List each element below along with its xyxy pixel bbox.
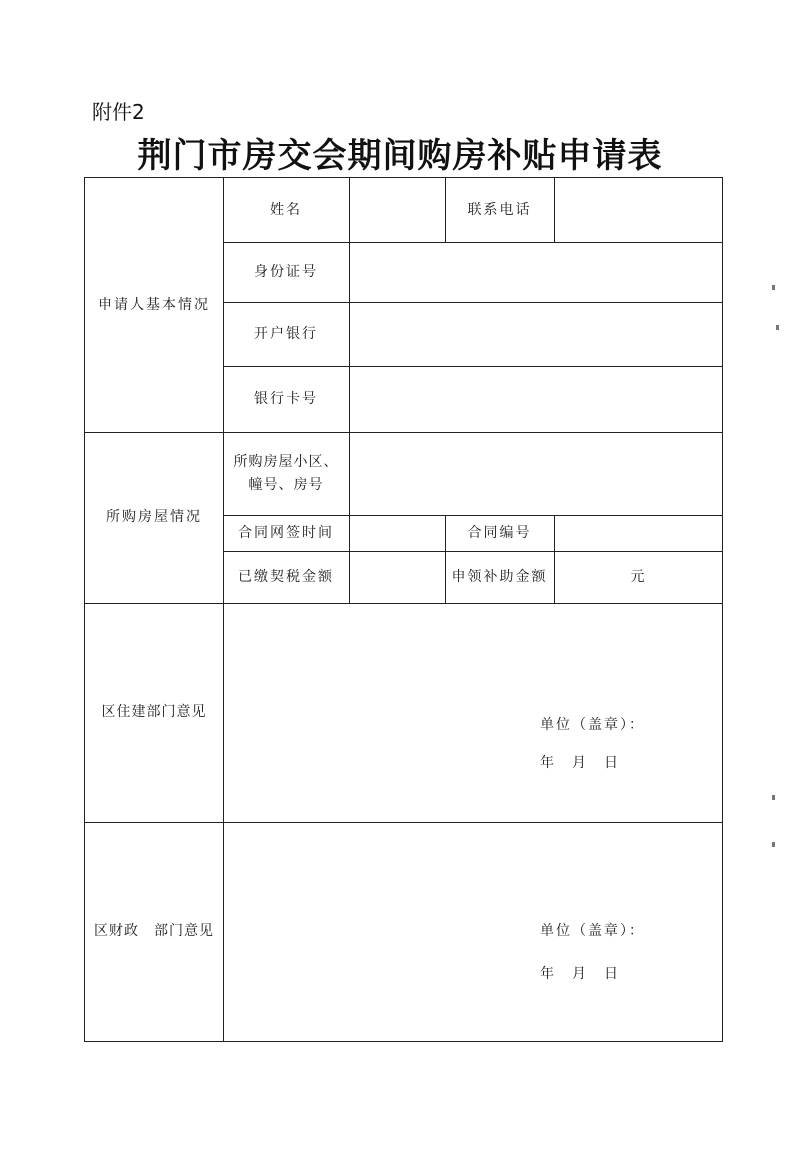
id-number-field[interactable] (349, 242, 723, 302)
applicant-section-label: 申请人基本情况 (98, 296, 210, 313)
housing-dept-label: 区住建部门意见 (101, 704, 207, 721)
subsidy-amount-label: 申领补助金额 (451, 568, 548, 585)
finance-dept-opinion-field[interactable] (223, 822, 723, 1041)
contract-number-field[interactable] (554, 515, 723, 551)
phone-label: 联系电话 (467, 201, 532, 218)
name-field[interactable] (349, 178, 445, 242)
bank-field[interactable] (349, 302, 723, 366)
finance-dept-label: 区财政 部门意见 (94, 923, 214, 940)
page-title: 荆门市房交会期间购房补贴申请表 (137, 136, 663, 176)
scan-speck (772, 842, 775, 847)
contract-number-label: 合同编号 (467, 524, 532, 541)
housing-dept-date-label: 年 月 日 (540, 755, 620, 771)
finance-dept-date-label: 年 月 日 (540, 966, 620, 982)
name-label: 姓名 (270, 201, 302, 218)
housing-dept-opinion-field[interactable] (223, 603, 723, 822)
subsidy-unit: 元 (630, 568, 647, 585)
subsidy-amount-field[interactable] (554, 551, 723, 603)
scan-speck (772, 795, 775, 800)
bank-card-label: 银行卡号 (254, 390, 318, 407)
deed-tax-field[interactable] (349, 551, 445, 603)
phone-field[interactable] (554, 178, 723, 242)
contract-time-field[interactable] (349, 515, 445, 551)
bank-card-field[interactable] (349, 366, 723, 432)
scan-speck (772, 285, 775, 290)
scan-speck (776, 325, 779, 330)
house-address-label-line1: 所购房屋小区、 (233, 454, 339, 471)
attachment-label: 附件2 (92, 100, 145, 124)
application-form-table (84, 177, 723, 1042)
house-section-label: 所购房屋情况 (106, 509, 202, 526)
deed-tax-label: 已缴契税金额 (238, 568, 334, 585)
house-address-label (223, 432, 349, 515)
finance-dept-seal-label: 单位（盖章）： (540, 923, 645, 939)
housing-dept-seal-label: 单位（盖章）： (540, 717, 645, 733)
id-number-label: 身份证号 (254, 263, 318, 280)
bank-label: 开户银行 (254, 325, 318, 342)
house-address-field[interactable] (349, 432, 723, 515)
contract-time-label: 合同网签时间 (238, 524, 334, 541)
house-address-label-line2: 幢号、房号 (248, 476, 324, 493)
